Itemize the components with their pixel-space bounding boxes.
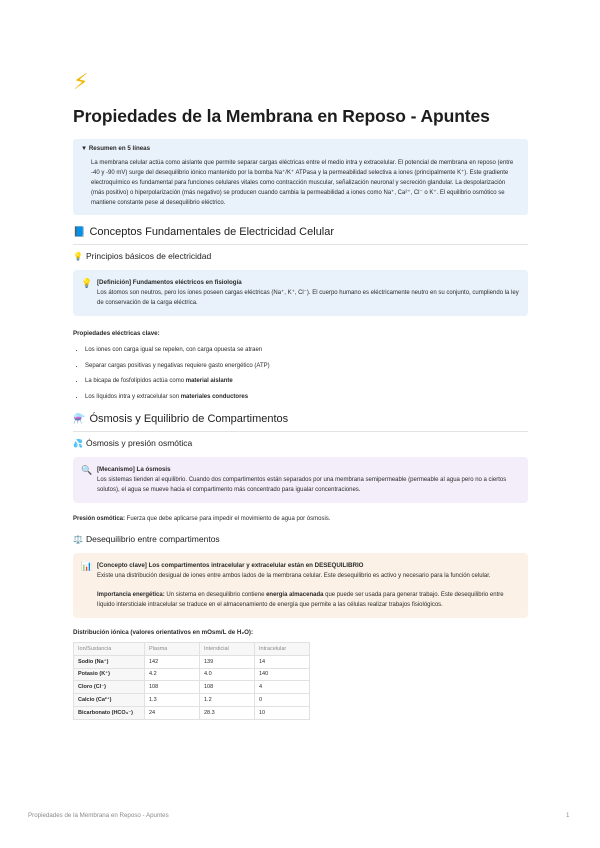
callout-definicion: [73, 270, 528, 316]
table-row: Sodio (Na⁺) 142 139 14: [74, 655, 310, 668]
footer-title: Propiedades de la Membrana en Reposo - Apuntes: [28, 812, 169, 819]
scales-icon: ⚖️: [73, 534, 83, 544]
callout-text: Los sistemas tienden al equilibrio. Cuando dos compartimentos están separados por una membrana semipermeable (permeable al agua pero no a ciertos solutos), el agua se mueve hacia el compartimento más concentrado para igualar concentraciones.: [97, 477, 507, 493]
table-row: Potasio (K⁺) 4.2 4.0 140: [74, 668, 310, 681]
callout-concepto-clave: [73, 553, 528, 618]
list-label: Propiedades eléctricas clave:: [73, 330, 160, 337]
osmotic-pressure-definition: Presión osmótica: Fuerza que debe aplicarse para impedir el movimiento de agua por ósmosis.: [73, 516, 331, 522]
table-row: Bicarbonato (HCO₃⁻) 24 28.3 10: [74, 706, 310, 719]
callout-title: [Definición] Fundamentos eléctricos en fisiología: [97, 279, 242, 286]
callout-title: [Mecanismo] La ósmosis: [97, 466, 171, 473]
table-label: Distribución iónica (valores orientativos en mOsm/L de H₂O):: [73, 629, 254, 636]
water-drops-icon: 💦: [73, 438, 83, 448]
magnifier-icon: 🔍: [81, 465, 93, 475]
table-header: Plasma: [145, 643, 200, 656]
table-header-row: [74, 643, 310, 656]
alembic-icon: ⚗️: [73, 413, 86, 425]
section-heading-conceptos: [73, 226, 528, 238]
document-page: [73, 70, 528, 720]
lightbulb-icon: 💡: [73, 251, 83, 261]
table-row: Cloro (Cl⁻) 108 108 4: [74, 681, 310, 694]
lightbulb-icon: 💡: [81, 278, 93, 288]
list-item: • Los líquidos intra y extracelular son materiales conductores: [85, 390, 528, 406]
callout-mecanismo: [73, 457, 528, 503]
divider: [73, 431, 528, 432]
callout-title: [Concepto clave] Los compartimentos intracelular y extracelular están en DESEQUILIBRIO: [97, 562, 364, 569]
book-icon: 📘: [73, 226, 86, 238]
bar-chart-icon: 📊: [81, 561, 93, 571]
list-item: • La bicapa de fosfolípidos actúa como material aislante: [85, 374, 528, 390]
callout-text: Existe una distribución desigual de iones entre ambos lados de la membrana celular. Este desequilibrio es activo y necesario para la función celular.: [97, 573, 491, 579]
summary-heading[interactable]: ▼ Resumen en 5 líneas: [81, 145, 151, 152]
list-item: • Separar cargas positivas y negativas requiere gasto energético (ATP): [85, 359, 528, 375]
table-header: Intersticial: [200, 643, 255, 656]
list-item: • Los iones con carga igual se repelen, con carga opuesta se atraen: [85, 343, 528, 359]
section-title: Conceptos Fundamentales de Electricidad Celular: [89, 226, 335, 238]
lightning-icon: ⚡: [73, 69, 89, 94]
subsection-title: Principios básicos de electricidad: [85, 251, 212, 261]
summary-toggle[interactable]: [73, 139, 528, 215]
table-row: Calcio (Ca²⁺) 1.3 1.2 0: [74, 694, 310, 707]
page-title: Propiedades de la Membrana en Reposo - Apuntes: [73, 106, 490, 126]
section-title: Ósmosis y Equilibrio de Compartimentos: [89, 413, 289, 425]
subsection-heading-desequilibrio: [73, 534, 528, 544]
subsection-heading-principios: [73, 251, 528, 261]
callout-text: Los átomos son neutros, pero los iones poseen cargas eléctricas (Na⁺, K⁺, Cl⁻). El cuerpo humano es eléctricamente neutro en su conjunto, cumpliendo la ley de conservación de la carga eléctrica.: [97, 290, 519, 306]
table-header: Ion/Sustancia: [74, 643, 145, 656]
section-heading-osmosis: [73, 413, 528, 425]
summary-text: La membrana celular actúa como aislante que permite separar cargas eléctricas entre el medio intra y extracelular. El potencial de membrana en reposo (entre -40 y -90 mV) surge del desequilibrio iónico mantenido por la bomba Na⁺/K⁺ ATPasa y la permeabilidad selectiva a iones (principalmente K⁺). Este gradiente electroquímico es fundamental para funciones celulares vitales como contracción muscular, señalización neuronal y secreción glandular. La despolarización (más positivo) o hiperpolarización (más negativo) se producen cuando cambia la permeabilidad a iones como Na⁺, Ca²⁺, Cl⁻ o K⁺. El equilibrio osmótico se mantiene constante pese al desequilibrio eléctrico.: [91, 160, 514, 206]
divider: [73, 244, 528, 245]
ion-distribution-table: [73, 642, 310, 720]
subsection-heading-osmosis: [73, 438, 528, 448]
property-list: [73, 343, 528, 405]
subsection-title: Ósmosis y presión osmótica: [85, 438, 193, 448]
page-number: 1: [566, 812, 570, 819]
table-header: Intracelular: [255, 643, 310, 656]
callout-paragraph: Importancia energética: Un sistema en desequilibrio contiene energía almacenada que puede ser usada para generar trabajo. Este desequilibrio entre líquido intersticiale intracelular se traduce en el almacenamiento de energía que permite a las células realizar trabajos fisiológicos.: [97, 592, 504, 608]
subsection-title: Desequilibrio entre compartimentos: [85, 534, 220, 544]
